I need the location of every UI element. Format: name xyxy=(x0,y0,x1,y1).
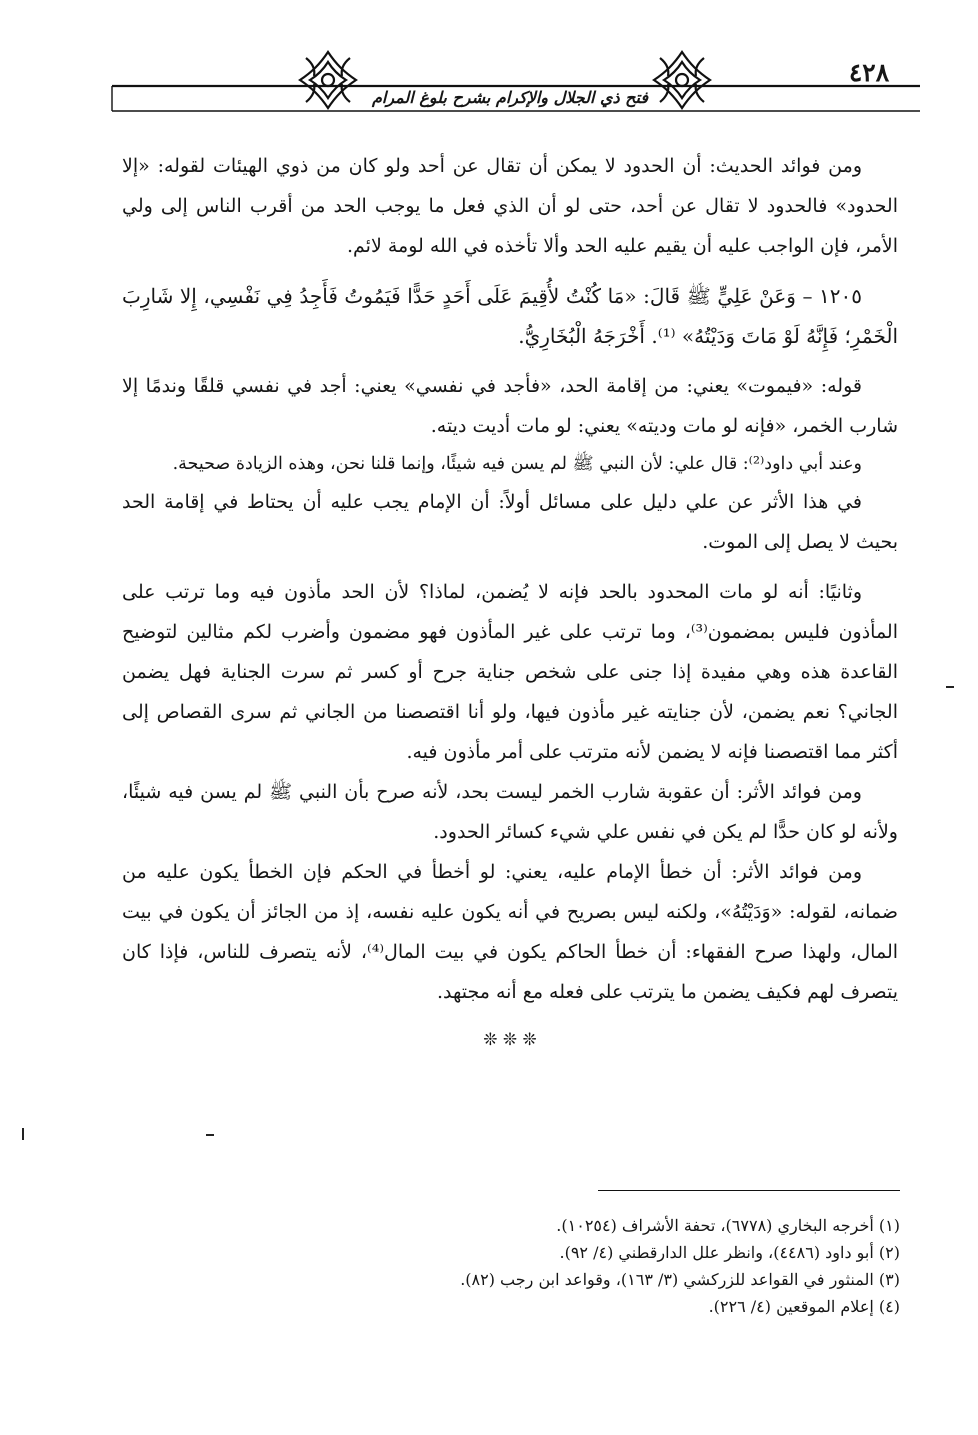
hadith-text: ١٢٠٥ – وَعَنْ عَلِيٍّ ﷺ قَالَ: «مَا كُنْتُ لأُقِيمَ عَلَى أَحَدٍ حَدًّا فَيَمُوتُ فَأَجِدُ فِي نَفْسِي، إِلا شَارِبَ الْخَمْرِ؛ فَإِنَّهُ لَوْ مَاتَ وَدَيْتُهُ» ⁽¹⁾. أَخْرَجَهُ الْبُخَارِيُّ. xyxy=(122,284,898,348)
page-header xyxy=(0,0,978,130)
main-text xyxy=(122,146,898,1060)
footnote-1: (١) أخرجه البخاري (٦٧٧٨)، تحفة الأشراف (١٠٢٥٤). xyxy=(556,1216,900,1235)
paragraph-benefit-2: ومن فوائد الأثر: أن عقوبة شارب الخمر ليست بحد، لأنه صرح بأن النبي ﷺ لم يسن فيه شيئًا، ولأنه لو كان حدًّا لم يكن في نفس علي شيء كسائر الحدود. xyxy=(122,781,898,843)
ornament-left-icon xyxy=(296,48,360,112)
paragraph-benefit-3: ومن فوائد الأثر: أن خطأ الإمام عليه، يعني: لو أخطأ في الحكم فإن الخطأ يكون عليه من ضمانه، لقوله: «وَدَيْتُهُ»، ولكنه ليس بصريح في أنه يكون عليه نفسه، إذ من الجائز أن يكون في بيت المال، ولهذا صرح الفقهاء: أن خطأ الحاكم يكون في بيت المال⁽⁴⁾، لأنه يتصرف للناس، فإذا كان يتصرف لهم فكيف يضمن ما يترتب على فعله مع أنه مجتهد. xyxy=(122,861,899,1003)
paragraph-benefit-1: ومن فوائد الحديث: أن الحدود لا يمكن أن تقال عن أحد ولو كان من ذوي الهيئات لقوله: «إلا الحدود» فالحدود لا تقال عن أحد، حتى لو أن الذي فعل ما يوجب الحد من أقرب الناس إلى ولي الأمر، فإن الواجب عليه أن يقيم عليه الحد وألا تأخذه في الله لومة لائم. xyxy=(122,155,898,257)
footnote-3: (٣) المنثور في القواعد للزركشي (٣/ ١٦٣)، وقواعد ابن رجب (٨٢). xyxy=(460,1270,900,1289)
scan-mark xyxy=(946,686,954,688)
scan-mark xyxy=(22,1128,24,1140)
page-number: ٤٢٨ xyxy=(848,58,890,87)
footnote-4: (٤) إعلام الموقعين (٤/ ٢٢٦). xyxy=(708,1297,900,1316)
paragraph-issues-second: وثانيًا: أنه لو مات المحدود بالحد فإنه لا يُضمن، لماذا؟ لأن الحد مأذون فيه وما ترتب على المأذون فليس بمضمون⁽³⁾، وما ترتب على غير المأذون فهو مضمون وأضرب لكم مثالين لتوضيح القاعدة هذه وهي مفيدة إذا جنى على شخص جناية جرح أو كسر ثم سرت الجناية فهل يضمن الجاني؟ نعم يضمن، لأن جنايته غير مأذون فيها، ولو أنا اقتصصنا من الجاني ثم سرى القصاص إلى أكثر مما اقتصصنا فإنه لا يضمن لأنه مترتب على أمر مأذون فيه. xyxy=(122,581,898,763)
section-separator: ❊ ❊ ❊ xyxy=(483,1030,537,1050)
book-title: فتح ذي الجلال والإكرام بشرح بلوغ المرام xyxy=(372,88,648,107)
paragraph-explanation: قوله: «فيموت» يعني: من إقامة الحد، «فأجد في نفسي» يعني: أجد في نفسي قلقًا وندمًا إلا شارب الخمر، «فإنه لو مات وديته» يعني: لو مات أديت ديته. xyxy=(122,375,898,437)
footnote-2: (٢) أبو داود (٤٤٨٦)، وانظر علل الدارقطني (٤/ ٩٢). xyxy=(559,1243,900,1262)
footnote-divider xyxy=(598,1190,900,1191)
footnotes xyxy=(330,1212,900,1320)
paragraph-issues-first: في هذا الأثر عن علي دليل على مسائل أولاً: أن الإمام يجب عليه أن يحتاط في إقامة الحد بحيث لا يصل إلى الموت. xyxy=(122,491,898,553)
scan-mark xyxy=(206,1134,214,1136)
paragraph-abu-dawud: وعند أبي داود⁽²⁾: قال علي: لأن النبي ﷺ لم يسن فيه شيئًا، وإنما قلنا نحن، وهذه الزيادة صحيحة. xyxy=(172,454,862,474)
